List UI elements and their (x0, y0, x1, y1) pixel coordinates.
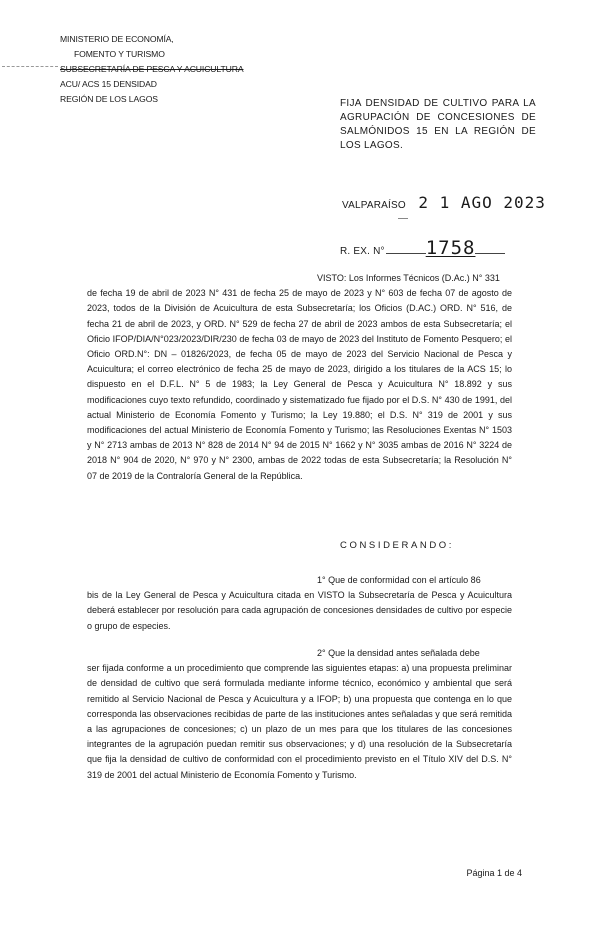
header-fomento: FOMENTO Y TURISMO (74, 49, 165, 59)
date-stamp: 2 1 AGO 2023 (418, 193, 546, 212)
considerando-heading: CONSIDERANDO: (340, 540, 455, 551)
header-subsecretaria: SUBSECRETARÍA DE PESCA Y ACUICULTURA (60, 64, 244, 74)
visto-first-line: VISTO: Los Informes Técnicos (D.Ac.) N° 331 (317, 273, 500, 283)
considerando-2-body: ser fijada conforme a un procedimiento que comprende las siguientes etapas: a) una propuesta preliminar de densidad de cultivo que será formulada mediante informe técnico, económico y ambiental que será remitido al Servicio Nacional de Pesca y Acuicultura y a IFOP; b) una propuesta que contenga en lo que corresponda las observaciones recibidas de parte de las instituciones antes señaladas y que será remitida a las agrupaciones de concesiones; c) un plazo de un mes para que los titulares de las concesiones integrantes de la agrupación puedan remitir sus observaciones; y d) una resolución de la Subsecretaría que fija la densidad de cultivo de conformidad con el procedimiento previsto en el Título XIV del D.S. N° 319 de 2001 del actual Ministerio de Economía Fomento y Turismo. (87, 663, 512, 780)
visto-paragraph (87, 271, 512, 484)
resolution-tail-line (475, 253, 505, 254)
considerando-1-first-line: 1° Que de conformidad con el artículo 86 (317, 575, 481, 585)
document-title: FIJA DENSIDAD DE CULTIVO PARA LA AGRUPACIÓN DE CONCESIONES DE SALMÓNIDOS 15 EN LA REGIÓN DE LOS LAGOS. (340, 98, 536, 151)
ink-mark (398, 218, 408, 219)
date-label: VALPARAÍSO (342, 200, 406, 211)
header-ministry: MINISTERIO DE ECONOMÍA, (60, 34, 174, 44)
considerando-1 (87, 573, 512, 634)
resolution-label: R. EX. N° (340, 246, 385, 257)
resolution-row (340, 237, 505, 259)
visto-body: de fecha 19 de abril de 2023 N° 431 de fecha 25 de mayo de 2023 y N° 603 de fecha 07 de agosto de 2023, todos de la División de Acuicultura de esta Subsecretaría; los Oficios (D.AC.) ORD. N° 516, de fecha 21 de abril de 2023, y ORD. N° 529 de fecha 27 de abril de 2023 ambos de esta Subsecretaría; el Oficio IFOP/DIA/N°023/2023/DIR/230 de fecha 03 de mayo de 2023 del Instituto de Fomento Pesquero; el Oficio ORD.N°: DN – 01826/2023, de fecha 05 de mayo de 2023 del Servicio Nacional de Pesca y Acuicultura; el correo electrónico de fecha 25 de mayo de 2023, dirigido a los titulares de la ACS 15; lo dispuesto en el D.F.L. N° 5 de 1983; la Ley General de Pesca y Acuicultura N° 18.892 y sus modificaciones cuyo texto refundido, coordinado y sistematizado fue fijado por el D.S. N° 430 de 1991, del actual Ministerio de Economía Fomento y Turismo; la Ley 19.880; el D.S. N° 319 de 2001 y sus modificaciones del actual Ministerio de Economía Fomento y Turismo; las Resoluciones Exentas N° 1503 y N° 2713 ambas de 2013 N° 828 de 2014 N° 94 de 2015 N° 1662 y N° 3035 ambas de 2016 N° 3224 de 2018 N° 904 de 2020, N° 970 y N° 2300, ambas de 2022 todas de esta Subsecretaría; la Resolución N° 07 de 2019 de la Contraloría General de la República. (87, 288, 512, 481)
resolution-number: 1758 (425, 237, 476, 259)
header-region: REGIÓN DE LOS LAGOS (60, 94, 158, 104)
header-reference: ACU/ ACS 15 DENSIDAD (60, 79, 157, 89)
considerando-2 (87, 646, 512, 783)
date-row (342, 193, 546, 213)
page-number: Página 1 de 4 (466, 868, 522, 878)
considerando-2-first-line: 2° Que la densidad antes señalada debe (317, 648, 480, 658)
considerando-1-body: bis de la Ley General de Pesca y Acuicultura citada en VISTO la Subsecretaría de Pesca y Acuicultura deberá establecer por resolución para cada agrupación de concesiones densidades de cultivo por especie o grupo de especies. (87, 590, 512, 631)
ministry-header (60, 32, 243, 107)
resolution-blank-line (386, 253, 426, 254)
margin-smudge (2, 66, 58, 67)
